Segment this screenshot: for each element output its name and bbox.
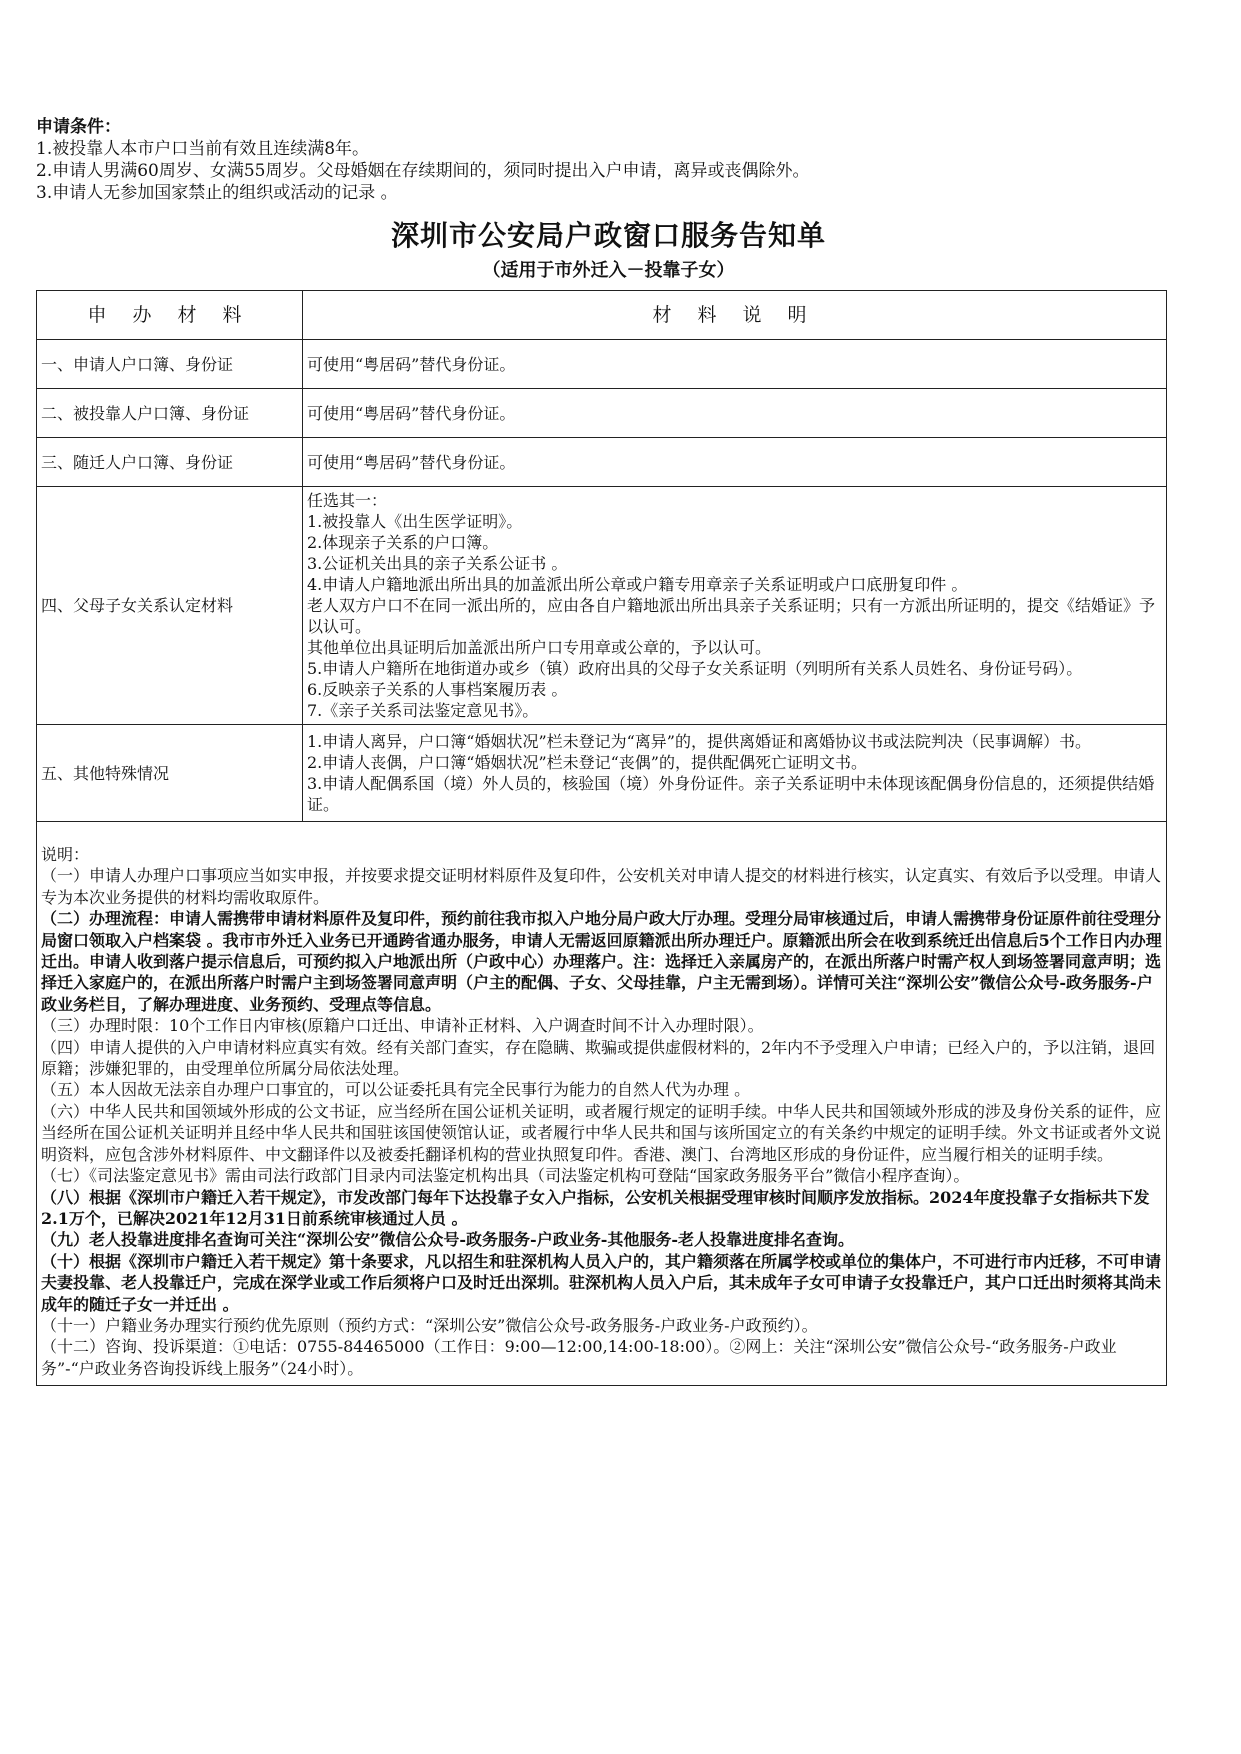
note-item: （三）办理时限：10个工作日内审核(原籍户口迁出、申请补正材料、入户调查时间不计入办理时限）。 (41, 1016, 764, 1036)
note-item: （五）本人因故无法亲自办理户口事宜的，可以公证委托具有完全民事行为能力的自然人代为办理 。 (41, 1080, 751, 1100)
table-row (37, 389, 1167, 438)
material-name: 四、父母子女关系认定材料 (37, 487, 303, 725)
document-title: 深圳市公安局户政窗口服务告知单 (390, 219, 826, 252)
description-line: 2.申请人丧偶，户口簿“婚姻状况”栏未登记“丧偶”的，提供配偶死亡证明文书。 (307, 753, 867, 772)
material-name: 五、其他特殊情况 (37, 725, 303, 822)
description-line: 4.申请人户籍地派出所出具的加盖派出所公章或户籍专用章亲子关系证明或户口底册复印件 。 (307, 575, 968, 594)
description-line: 任选其一： (307, 491, 388, 510)
material-name: 三、随迁人户口簿、身份证 (37, 438, 303, 487)
note-item: （七）《司法鉴定意见书》需由司法行政部门目录内司法鉴定机构出具（司法鉴定机构可登陆“国家政务服务平台”微信小程序查询）。 (41, 1166, 970, 1186)
column-header-description: 材 料 说 明 (303, 291, 1167, 340)
description-line: 可使用“粤居码”替代身份证。 (307, 403, 516, 423)
note-item: （十一）户籍业务办理实行预约优先原则（预约方式：“深圳公安”微信公众号-政务服务-户政业务-户政预约）。 (41, 1315, 818, 1335)
table-row (37, 340, 1167, 389)
material-description (303, 438, 1167, 487)
description-line: 1.申请人离异，户口簿“婚姻状况”栏未登记为“离异”的，提供离婚证和离婚协议书或法院判决（民事调解）书。 (307, 732, 1091, 751)
description-line: 6.反映亲子关系的人事档案履历表 。 (307, 680, 568, 699)
document-page (36, 116, 1181, 1386)
description-line: 老人双方户口不在同一派出所的，应由各自户籍地派出所出具亲子关系证明；只有一方派出所证明的，提交《结婚证》予以认可。 (307, 596, 1156, 636)
notes-cell (37, 822, 1167, 1386)
description-line: 可使用“粤居码”替代身份证。 (307, 452, 516, 472)
condition-item: 2.申请人男满60周岁、女满55周岁。父母婚姻在存续期间的，须同时提出入户申请，离异或丧偶除外。 (36, 161, 810, 181)
note-item: （八）根据《深圳市户籍迁入若干规定》，市发改部门每年下达投靠子女入户指标，公安机关根据受理审核时间顺序发放指标。2024年度投靠子女指标共下发2.1万个，已解决2021年12月31日前系统审核通过人员 。 (41, 1187, 1150, 1228)
description-line: 可使用“粤居码”替代身份证。 (307, 354, 516, 374)
description-line: 3.申请人配偶系国（境）外人员的，核验国（境）外身份证件。亲子关系证明中未体现该配偶身份信息的，还须提供结婚证。 (307, 774, 1155, 814)
description-line: 5.申请人户籍所在地街道办或乡（镇）政府出具的父母子女关系证明（列明所有关系人员姓名、身份证号码）。 (307, 659, 1083, 678)
condition-item: 1.被投靠人本市户口当前有效且连续满8年。 (36, 139, 370, 159)
note-item: （二）办理流程：申请人需携带申请材料原件及复印件，预约前往我市拟入户地分局户政大厅办理。受理分局审核通过后，申请人需携带身份证原件前往受理分局窗口领取入户档案袋 。我市市外迁入业务已开通跨省通办服务，申请人无需返回原籍派出所办理迁户。原籍派出所会在收到系统迁出信息后5个工作日内办理迁出。申请人收到落户提示信息后，可预约拟入户地派出所（户政中心）办理落户。注：选择迁入亲属房产的，在派出所落户时需产权人到场签署同意声明；选择迁入家庭户的，在派出所落户时需户主到场签署同意声明（户主的配偶、子女、父母挂靠，户主无需到场）。详情可关注“深圳公安”微信公众号-政务服务-户政业务栏目，了解办理进度、业务预约、受理点等信息。 (41, 909, 1162, 1014)
note-item: （十二）咨询、投诉渠道：①电话：0755-84465000（工作日：9:00—12:00,14:00-18:00）。②网上：关注“深圳公安”微信公众号-“政务服务-户政业务”-“户政业务咨询投诉线上服务”（24小时）。 (41, 1337, 1117, 1378)
material-name: 二、被投靠人户口簿、身份证 (37, 389, 303, 438)
description-line: 2.体现亲子关系的户口簿。 (307, 533, 499, 552)
document-subtitle: （适用于市外迁入－投靠子女） (482, 260, 735, 281)
material-description (303, 340, 1167, 389)
note-item: （九）老人投靠进度排名查询可关注“深圳公安”微信公众号-政务服务-户政业务-其他服务-老人投靠进度排名查询。 (41, 1230, 854, 1250)
table-row (37, 438, 1167, 487)
table-header-row (37, 291, 1167, 340)
table-row (37, 725, 1167, 822)
conditions-heading: 申请条件： (36, 117, 121, 137)
note-item: （四）申请人提供的入户申请材料应真实有效。经有关部门查实，存在隐瞒、欺骗或提供虚假材料的，2年内不予受理入户申请；已经入户的，予以注销，退回原籍；涉嫌犯罪的，由受理单位所属分局依法处理。 (41, 1037, 1156, 1079)
material-name: 一、申请人户口簿、身份证 (37, 340, 303, 389)
material-description (303, 487, 1167, 725)
notes-row (37, 822, 1167, 1386)
description-line: 7.《亲子关系司法鉴定意见书》。 (307, 701, 539, 720)
note-item: （十）根据《深圳市户籍迁入若干规定》第十条要求，凡以招生和驻深机构人员入户的，其户籍须落在所属学校或单位的集体户，不可进行市内迁移，不可申请夫妻投靠、老人投靠迁户，完成在深学业或工作后须将户口及时迁出深圳。驻深机构人员入户后，其未成年子女可申请子女投靠迁户，其户口迁出时须将其尚未成年的随迁子女一并迁出 。 (41, 1251, 1162, 1314)
note-item: （一）申请人办理户口事项应当如实申报，并按要求提交证明材料原件及复印件，公安机关对申请人提交的材料进行核实，认定真实、有效后予以受理。申请人专为本次业务提供的材料均需收取原件。 (41, 866, 1162, 907)
description-line: 其他单位出具证明后加盖派出所户口专用章或公章的，予以认可。 (307, 638, 772, 657)
conditions-section (36, 116, 1181, 204)
material-description (303, 725, 1167, 822)
column-header-materials: 申 办 材 料 (37, 291, 303, 340)
notes-heading: 说明： (41, 845, 90, 864)
material-description (303, 389, 1167, 438)
table-row (37, 487, 1167, 725)
condition-item: 3.申请人无参加国家禁止的组织或活动的记录 。 (36, 183, 398, 203)
note-item: （六）中华人民共和国领域外形成的公文书证，应当经所在国公证机关证明，或者履行规定的证明手续。中华人民共和国领域外形成的涉及身份关系的证件，应当经所在国公证机关证明并且经中华人民共和国驻该国使领馆认证，或者履行中华人民共和国与该所国定立的有关条约中规定的证明手续。外文书证或者外文说明资料，应包含涉外材料原件、中文翻译件以及被委托翻译机构的营业执照复印件。香港、澳门、台湾地区形成的身份证件，应当履行相关的证明手续。 (41, 1101, 1162, 1164)
description-line: 1.被投靠人《出生医学证明》。 (307, 512, 523, 531)
description-line: 3.公证机关出具的亲子关系公证书 。 (307, 554, 568, 573)
materials-table (36, 290, 1167, 1386)
